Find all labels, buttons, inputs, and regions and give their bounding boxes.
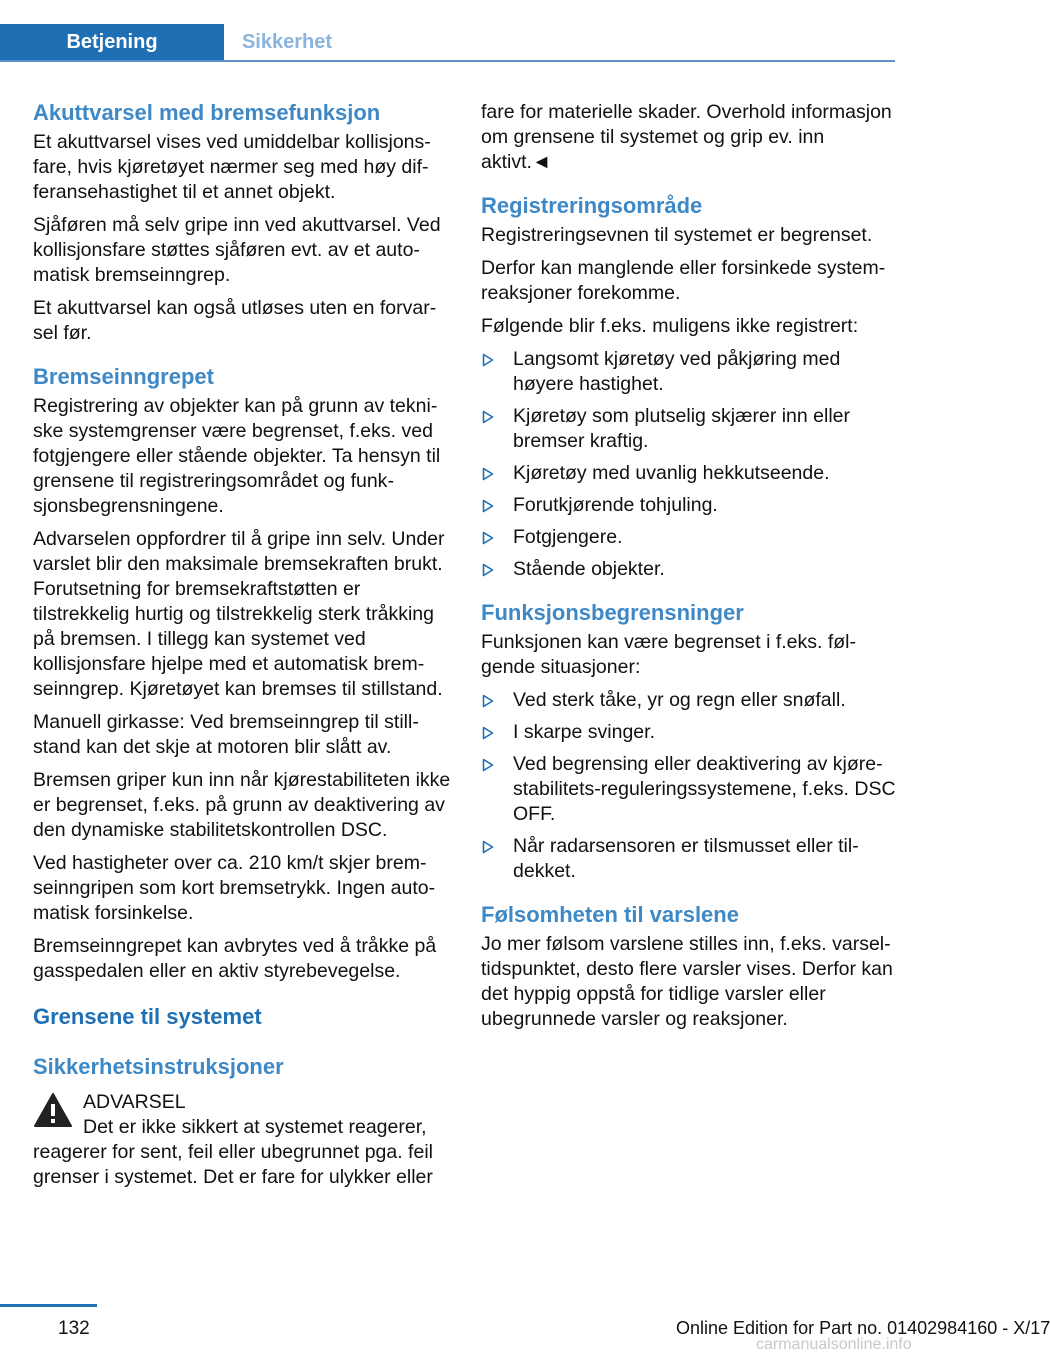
list-not-detected	[481, 347, 897, 582]
paragraph: Funksjonen kan være begrenset i f.eks. følgende situasjoner:	[481, 631, 857, 678]
warning-triangle-icon	[33, 1092, 73, 1128]
right-column	[481, 100, 897, 1040]
heading-grensene-til-systemet: Grensene til systemet	[33, 1004, 262, 1029]
triangle-right-outline-icon	[482, 694, 494, 708]
list-item: I skarpe svinger.	[481, 720, 897, 745]
watermark-text: carmanualsonline.info	[756, 1336, 912, 1353]
warning-body: Det er ikke sikkert at systemet reagerer, reagerer for sent, feil eller ubegrunnet pga. feil grenser i systemet. Det er fare for ulykker eller	[33, 1116, 433, 1188]
page-number: 132	[58, 1318, 90, 1339]
triangle-right-outline-icon	[482, 840, 494, 854]
list-item: Langsomt kjøretøy ved påkjøring med høyere hastighet.	[481, 347, 897, 397]
paragraph: Derfor kan manglende eller forsinkede systemreaksjoner forekomme.	[481, 257, 886, 304]
paragraph: Ved hastigheter over ca. 210 km/t skjer bremseinngripen som kort bremsetrykk. Ingen automatisk forsinkelse.	[33, 852, 436, 924]
paragraph-continued: fare for materielle skader. Overhold informasjon om grensene til systemet og grip ev. inn aktivt.◄	[481, 101, 892, 173]
heading-registreringsomrade: Registreringsområde	[481, 193, 703, 218]
tab-betjening[interactable]: Betjening	[0, 24, 224, 60]
list-item: Stående objekter.	[481, 557, 897, 582]
list-item: Kjøretøy med uvanlig hekkutseende.	[481, 461, 897, 486]
warning-block	[33, 1090, 451, 1115]
heading-folsomheten: Følsomheten til varslene	[481, 902, 739, 927]
triangle-right-outline-icon	[482, 499, 494, 513]
list-item: Ved begrensing eller deaktivering av kjørestabilitets-reguleringssystemene, f.eks. DSC OFF.	[481, 752, 897, 827]
list-item: Ved sterk tåke, yr og regn eller snøfall.	[481, 688, 897, 713]
paragraph: Følgende blir f.eks. muligens ikke registrert:	[481, 315, 859, 337]
paragraph: Bremseinngrepet kan avbrytes ved å tråkke på gasspedalen eller en aktiv styrebevegelse.	[33, 935, 437, 982]
triangle-right-outline-icon	[482, 563, 494, 577]
list-limitations	[481, 688, 897, 884]
warning-title: ADVARSEL	[83, 1091, 186, 1113]
list-item: Når radarsensoren er tilsmusset eller tildekket.	[481, 834, 897, 884]
footer-rule	[0, 1304, 97, 1307]
heading-akuttvarsel: Akuttvarsel med bremsefunksjon	[33, 100, 381, 125]
list-item: Forutkjørende tohjuling.	[481, 493, 897, 518]
tab-bar-rule	[0, 60, 895, 62]
triangle-right-outline-icon	[482, 758, 494, 772]
paragraph: Sjåføren må selv gripe inn ved akuttvarsel. Ved kollisjonsfare støttes sjåføren evt. av et automatisk bremseinngrep.	[33, 214, 441, 286]
paragraph: Advarselen oppfordrer til å gripe inn selv. Under varslet blir den maksimale bremsekraften brukt. Forutsetning for bremsekraftstøtten er tilstrekkelig hurtig og tilstrekkelig sterk tråkking på bremsen. I tillegg kan systemet ved kollisjonsfare hjelpe med et automatisk bremseinngrep. Kjøretøyet kan bremses til stillstand.	[33, 528, 445, 700]
triangle-right-outline-icon	[482, 531, 494, 545]
triangle-right-outline-icon	[482, 353, 494, 367]
paragraph: Registrering av objekter kan på grunn av tekniske systemgrenser være begrenset, f.eks. ved fotgjengere eller stående objekter. Ta hensyn til grensene til registreringsområdet og funksjonsbegrensningene.	[33, 395, 441, 517]
triangle-right-outline-icon	[482, 410, 494, 424]
paragraph: Bremsen griper kun inn når kjørestabiliteten ikke er begrenset, f.eks. på grunn av deaktivering av den dynamiske stabilitetskontrollen DSC.	[33, 769, 451, 841]
paragraph: Manuell girkasse: Ved bremseinngrep til stillstand kan det skje at motoren blir slått av.	[33, 711, 419, 758]
section-tab-bar	[0, 24, 895, 62]
heading-sikkerhetsinstruksjoner: Sikkerhetsinstruksjoner	[33, 1054, 284, 1079]
list-item: Fotgjengere.	[481, 525, 897, 550]
paragraph: Et akuttvarsel kan også utløses uten en forvarsel før.	[33, 297, 437, 344]
triangle-right-outline-icon	[482, 726, 494, 740]
paragraph: Registreringsevnen til systemet er begrenset.	[481, 224, 873, 246]
paragraph: Et akuttvarsel vises ved umiddelbar kollisjonsfare, hvis kjøretøyet nærmer seg med høy differansehastighet til et annet objekt.	[33, 131, 431, 203]
tab-sikkerhet[interactable]: Sikkerhet	[224, 24, 350, 60]
paragraph: Jo mer følsom varslene stilles inn, f.eks. varseltidspunktet, desto flere varsler vises. Derfor kan det hyppig oppstå for tidlige varsler eller ubegrunnede varsler og reaksjoner.	[481, 933, 893, 1030]
heading-bremseinngrepet: Bremseinngrepet	[33, 364, 214, 389]
triangle-right-outline-icon	[482, 467, 494, 481]
edition-text: Online Edition for Part no. 01402984160 - X/17	[676, 1318, 1050, 1338]
left-column	[33, 100, 451, 1198]
heading-funksjonsbegrensninger: Funksjonsbegrensninger	[481, 600, 744, 625]
list-item: Kjøretøy som plutselig skjærer inn eller bremser kraftig.	[481, 404, 897, 454]
